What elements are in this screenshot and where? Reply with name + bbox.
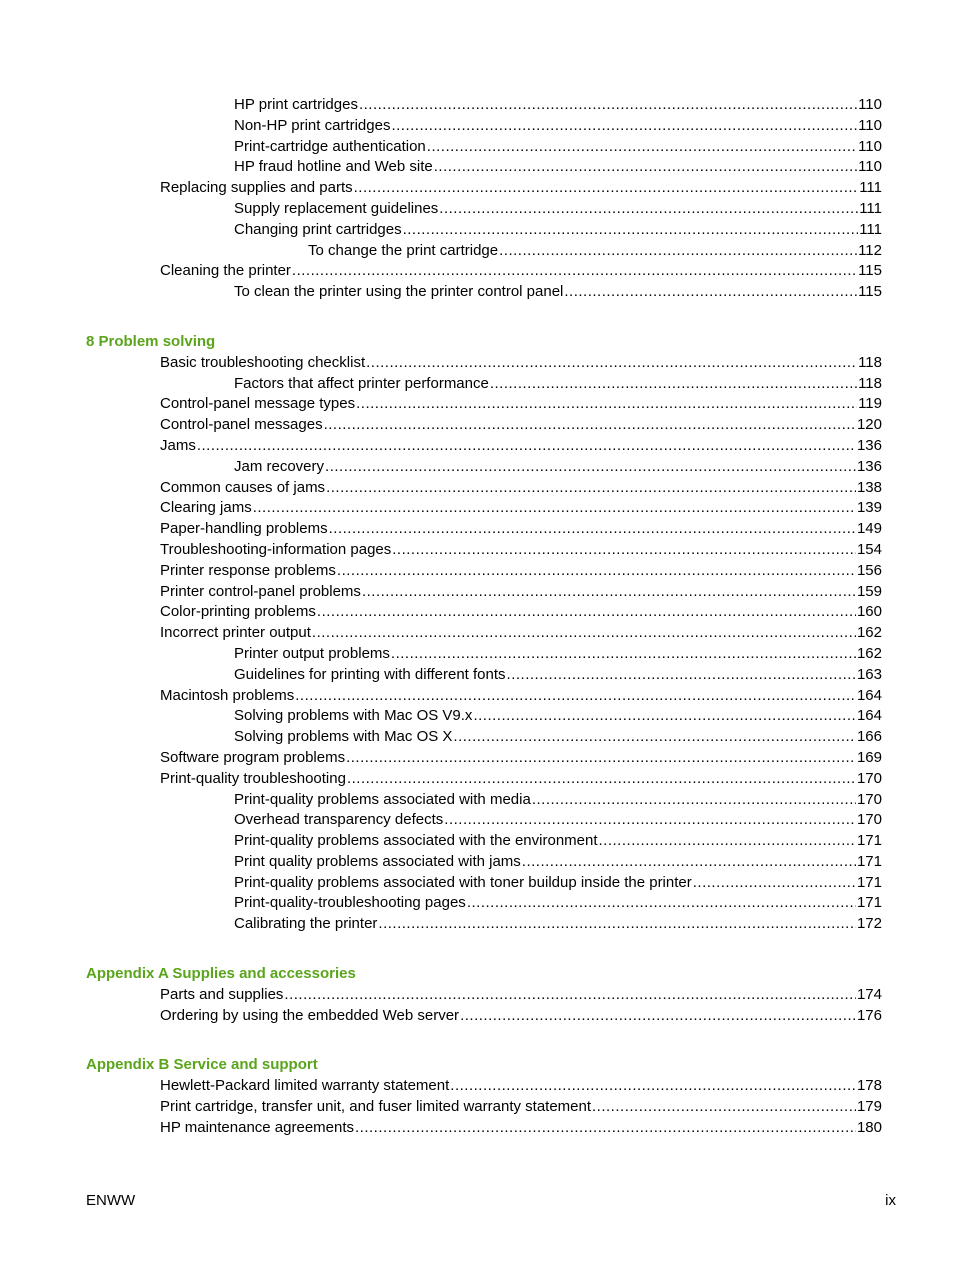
table-of-contents xyxy=(0,95,954,1139)
dot-leader xyxy=(453,727,856,748)
toc-section-appendix-b xyxy=(0,1076,954,1138)
toc-entry-page: 110 xyxy=(858,158,882,176)
toc-entry-page: 111 xyxy=(859,179,882,197)
toc-entry-page: 171 xyxy=(856,852,882,870)
toc-entry[interactable] xyxy=(160,519,882,540)
toc-entry[interactable] xyxy=(160,415,882,436)
dot-leader xyxy=(564,282,857,303)
dot-leader xyxy=(329,519,856,540)
toc-entry-label: Supply replacement guidelines xyxy=(234,199,439,217)
dot-leader xyxy=(599,831,856,852)
toc-section-appendix-a xyxy=(0,985,954,1027)
toc-entry-label: Print-quality problems associated with media xyxy=(234,790,531,808)
toc-entry[interactable] xyxy=(234,644,882,665)
toc-entry-label: HP maintenance agreements xyxy=(160,1118,355,1136)
dot-leader xyxy=(434,157,857,178)
dot-leader xyxy=(499,241,857,262)
toc-entry-label: Solving problems with Mac OS V9.x xyxy=(234,707,473,725)
toc-entry-label: Non-HP print cartridges xyxy=(234,116,391,134)
toc-entry-page: 110 xyxy=(858,96,882,113)
toc-entry-label: Changing print cartridges xyxy=(234,220,402,238)
dot-leader xyxy=(507,665,856,686)
toc-entry[interactable] xyxy=(234,914,882,935)
dot-leader xyxy=(295,686,856,707)
toc-entry[interactable] xyxy=(160,623,882,644)
toc-entry-label: Basic troubleshooting checklist xyxy=(160,353,366,371)
toc-entry-label: Ordering by using the embedded Web server xyxy=(160,1006,460,1024)
toc-entry[interactable] xyxy=(160,436,882,457)
toc-entry-page: 178 xyxy=(856,1077,882,1095)
toc-entry[interactable] xyxy=(234,810,882,831)
dot-leader xyxy=(391,644,856,665)
dot-leader xyxy=(693,873,856,894)
dot-leader xyxy=(284,985,856,1006)
toc-entry-label: Guidelines for printing with different fonts xyxy=(234,665,506,683)
toc-entry-page: 170 xyxy=(856,790,882,808)
toc-entry[interactable] xyxy=(234,116,882,137)
toc-entry-label: Factors that affect printer performance xyxy=(234,374,489,392)
toc-entry-label: Print-cartridge authentication xyxy=(234,137,426,155)
dot-leader xyxy=(292,261,857,282)
toc-entry-label: HP fraud hotline and Web site xyxy=(234,158,433,176)
toc-entry-page: 115 xyxy=(858,262,882,280)
dot-leader xyxy=(337,561,856,582)
toc-entry[interactable] xyxy=(234,665,882,686)
toc-entry-page: 169 xyxy=(856,748,882,766)
dot-leader xyxy=(467,893,856,914)
dot-leader xyxy=(444,810,856,831)
toc-group-continued xyxy=(0,95,954,303)
toc-entry-page: 162 xyxy=(856,624,882,642)
toc-entry[interactable] xyxy=(160,1118,882,1139)
dot-leader xyxy=(490,374,857,395)
toc-entry-label: Calibrating the printer xyxy=(234,915,378,933)
toc-entry[interactable] xyxy=(160,602,882,623)
toc-entry-page: 170 xyxy=(856,811,882,829)
toc-entry-page: 164 xyxy=(856,707,882,725)
toc-entry[interactable] xyxy=(234,374,882,395)
toc-entry[interactable] xyxy=(234,873,882,894)
dot-leader xyxy=(359,95,857,116)
section-heading-appendix-a[interactable]: Appendix A Supplies and accessories xyxy=(86,965,356,983)
toc-entry-page: 119 xyxy=(858,395,882,413)
toc-entry-label: Cleaning the printer xyxy=(160,262,291,280)
section-heading-appendix-b[interactable]: Appendix B Service and support xyxy=(86,1056,318,1074)
toc-entry-label: To clean the printer using the printer control panel xyxy=(234,283,564,301)
toc-entry-label: Printer output problems xyxy=(234,644,390,662)
dot-leader xyxy=(326,478,856,499)
toc-entry-label: Replacing supplies and parts xyxy=(160,179,353,197)
dot-leader xyxy=(347,769,856,790)
dot-leader xyxy=(253,498,856,519)
toc-entry-page: 154 xyxy=(856,540,882,558)
toc-entry-label: Printer response problems xyxy=(160,561,336,579)
toc-entry-label: Print-quality problems associated with the environment xyxy=(234,832,598,850)
toc-entry[interactable] xyxy=(160,985,882,1006)
toc-entry[interactable] xyxy=(160,1076,882,1097)
toc-entry-label: Hewlett-Packard limited warranty statement xyxy=(160,1077,450,1095)
toc-entry-label: Common causes of jams xyxy=(160,478,326,496)
dot-leader xyxy=(450,1076,856,1097)
toc-entry[interactable] xyxy=(234,95,882,116)
dot-leader xyxy=(403,220,859,241)
toc-entry-page: 111 xyxy=(859,220,882,238)
dot-leader xyxy=(473,706,856,727)
section-heading-problem-solving[interactable]: 8 Problem solving xyxy=(86,332,216,350)
dot-leader xyxy=(346,748,856,769)
dot-leader xyxy=(391,116,857,137)
toc-entry-label: Parts and supplies xyxy=(160,985,284,1003)
toc-entry-label: Macintosh problems xyxy=(160,686,295,704)
toc-entry-page: 111 xyxy=(859,199,882,217)
toc-entry-label: Clearing jams xyxy=(160,499,252,517)
dot-leader xyxy=(427,137,857,158)
toc-entry-label: To change the print cartridge xyxy=(308,241,499,259)
toc-entry-page: 160 xyxy=(856,603,882,621)
dot-leader xyxy=(197,436,856,457)
dot-leader xyxy=(392,540,856,561)
toc-entry[interactable] xyxy=(234,831,882,852)
toc-entry[interactable] xyxy=(234,706,882,727)
toc-entry-page: 166 xyxy=(856,728,882,746)
toc-entry[interactable] xyxy=(234,157,882,178)
dot-leader xyxy=(354,178,859,199)
toc-entry-page: 171 xyxy=(856,873,882,891)
toc-entry-label: Control-panel message types xyxy=(160,395,356,413)
toc-entry[interactable] xyxy=(234,457,882,478)
toc-entry-page: 170 xyxy=(856,769,882,787)
toc-entry[interactable] xyxy=(160,1097,882,1118)
toc-entry[interactable] xyxy=(234,199,882,220)
toc-entry[interactable] xyxy=(160,748,882,769)
toc-entry-label: Control-panel messages xyxy=(160,416,323,434)
toc-entry[interactable] xyxy=(160,1006,882,1027)
toc-entry[interactable] xyxy=(160,582,882,603)
toc-entry-page: 149 xyxy=(856,520,882,538)
toc-entry-label: Jams xyxy=(160,436,196,454)
footer-doc-id: ENWW xyxy=(86,1192,136,1209)
dot-leader xyxy=(522,852,856,873)
dot-leader xyxy=(312,623,856,644)
toc-entry-label: Incorrect printer output xyxy=(160,624,311,642)
toc-entry-label: Print cartridge, transfer unit, and fuser limited warranty statement xyxy=(160,1098,592,1116)
toc-entry-page: 115 xyxy=(858,283,882,301)
toc-entry[interactable] xyxy=(160,540,882,561)
toc-entry[interactable] xyxy=(160,261,882,282)
toc-entry-label: Paper-handling problems xyxy=(160,520,328,538)
toc-entry[interactable] xyxy=(160,178,882,199)
toc-entry[interactable] xyxy=(234,893,882,914)
toc-entry-page: 162 xyxy=(856,644,882,662)
toc-entry-page: 138 xyxy=(856,478,882,496)
toc-entry[interactable] xyxy=(160,686,882,707)
toc-entry-label: Print quality problems associated with jams xyxy=(234,852,521,870)
toc-entry-page: 172 xyxy=(856,915,882,933)
toc-entry-label: Solving problems with Mac OS X xyxy=(234,728,453,746)
toc-entry-page: 120 xyxy=(856,416,882,434)
toc-entry[interactable] xyxy=(160,769,882,790)
toc-entry-label: Overhead transparency defects xyxy=(234,811,444,829)
toc-entry-page: 179 xyxy=(856,1098,882,1116)
toc-entry[interactable] xyxy=(308,241,882,262)
toc-entry[interactable] xyxy=(160,561,882,582)
toc-entry[interactable] xyxy=(160,498,882,519)
toc-entry-label: Jam recovery xyxy=(234,457,325,475)
toc-entry[interactable] xyxy=(234,790,882,811)
toc-section-problem-solving xyxy=(0,353,954,935)
toc-entry-page: 176 xyxy=(856,1006,882,1024)
toc-entry[interactable] xyxy=(234,282,882,303)
toc-entry-label: Troubleshooting-information pages xyxy=(160,540,392,558)
dot-leader xyxy=(355,1118,856,1139)
dot-leader xyxy=(366,353,857,374)
toc-entry[interactable] xyxy=(160,353,882,374)
toc-entry-label: Software program problems xyxy=(160,748,346,766)
dot-leader xyxy=(324,415,856,436)
toc-entry-page: 110 xyxy=(858,137,882,155)
toc-entry-page: 171 xyxy=(856,832,882,850)
toc-entry[interactable] xyxy=(234,220,882,241)
dot-leader xyxy=(532,790,856,811)
dot-leader xyxy=(325,457,856,478)
toc-entry-page: 163 xyxy=(856,665,882,683)
dot-leader xyxy=(378,914,856,935)
toc-entry[interactable] xyxy=(234,852,882,873)
toc-entry-label: Print-quality problems associated with toner buildup inside the printer xyxy=(234,873,692,891)
toc-entry[interactable] xyxy=(234,727,882,748)
toc-entry-page: 136 xyxy=(856,436,882,454)
toc-entry-page: 118 xyxy=(858,374,882,392)
toc-entry-label: HP print cartridges xyxy=(234,96,358,113)
toc-entry-page: 139 xyxy=(856,499,882,517)
toc-entry-page: 180 xyxy=(856,1118,882,1136)
toc-entry-label: Print-quality-troubleshooting pages xyxy=(234,894,466,912)
dot-leader xyxy=(356,394,857,415)
toc-entry-page: 159 xyxy=(856,582,882,600)
toc-entry-page: 118 xyxy=(858,353,882,371)
toc-entry[interactable] xyxy=(234,137,882,158)
toc-entry-label: Print-quality troubleshooting xyxy=(160,769,346,787)
toc-entry-page: 174 xyxy=(856,985,882,1003)
dot-leader xyxy=(460,1006,856,1027)
toc-entry-page: 136 xyxy=(856,457,882,475)
toc-entry-page: 156 xyxy=(856,561,882,579)
toc-entry-label: Printer control-panel problems xyxy=(160,582,361,600)
toc-entry-page: 164 xyxy=(856,686,882,704)
toc-entry-page: 112 xyxy=(858,241,882,259)
toc-entry[interactable] xyxy=(160,478,882,499)
toc-entry[interactable] xyxy=(160,394,882,415)
footer-page-number: ix xyxy=(885,1192,896,1209)
dot-leader xyxy=(317,602,856,623)
dot-leader xyxy=(439,199,858,220)
dot-leader xyxy=(362,582,856,603)
toc-entry-page: 110 xyxy=(858,116,882,134)
dot-leader xyxy=(592,1097,856,1118)
toc-entry-page: 171 xyxy=(856,894,882,912)
toc-entry-label: Color-printing problems xyxy=(160,603,316,621)
